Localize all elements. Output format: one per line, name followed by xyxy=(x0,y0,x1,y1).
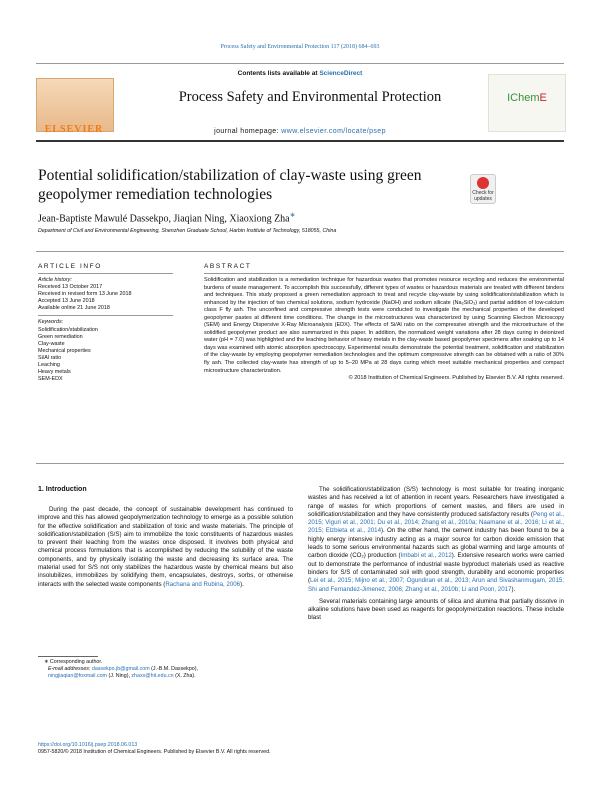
history-item: Available online 21 June 2018 xyxy=(38,305,110,312)
citation-link[interactable]: Lei et al., 2015; Mijno et al., 2007; Ogundiran et al., 2013; Arun and Sivashanmugam, 2015; Shi and Fernandez-Jimenez, 2006; Zhang et al., 2010b; Li and Poon, 2017 xyxy=(308,577,564,593)
keyword: SEM-EDX xyxy=(38,376,63,383)
para-text: ). xyxy=(511,585,516,593)
check-updates-label: Check for updates xyxy=(472,190,494,202)
intro-paragraph xyxy=(38,506,293,589)
corresponding-mark[interactable]: ∗ xyxy=(289,211,296,219)
right-column xyxy=(308,486,564,623)
banner-bottom-rule xyxy=(36,140,564,142)
citation-link[interactable]: Rachana and Rubina, 2006 xyxy=(165,580,241,588)
article-title: Potential solidification/stabilization of clay-waste using green geopolymer remediation technologies xyxy=(38,167,422,203)
top-rule xyxy=(36,63,564,64)
abstract-text: Solidification and stabilization is a remediation technique for hazardous wastes that promotes resource recycling and reduces the environmental burdens of waste management. To accomplish this successfully, different types of wastes or hazardous materials are treated with different binders and techniques. This study proposed a green remediation approach to treat and recycle clay-waste by using solidification/stabilization which is enhanced by the injection of two chemical solutions, sodium hydroxide (NaOH) and sodium silicate (Na₂SiO₃) and partial addition of low-calcium class F fly ash. The unconfined and compressive strength tests were conducted to investigate the mechanical properties of the developed geopolymer pastes at different time conditions. The change in the microstructures was characterized by using Scanning Electron Microscopy (SEM) and Energy Dispersive X-Ray Microanalysis (EDX). The effects of Si/Al ratio on the compressive strength and the microstructure of the solidified geopolymer product are also summarized in this paper. In addition, the normalized weight variations after 28 days curing in deionized water (pH = 7.0) was highlighted and the leaching behavior of heavy metals in the clay-waste based geopolymer specimens after soaking up to 14 days was examined with atomic absorption spectroscopy. Experimental results demonstrate the potential treatment, solidification and stabilization of the clay-waste by employing geopolymer remediation technologies and the optimum compressive strength can be obtained with a ratio of 30% fly ash. The collected clay-waste has strength of up to 5–20 MPa at 28 days curing which meet suitable mechanical properties and compact microstructure characterization. xyxy=(204,277,564,374)
icheme-logo xyxy=(492,92,562,104)
corresponding-author-note: ∗ Corresponding author. xyxy=(44,659,103,665)
history-item: Received 13 October 2017 xyxy=(38,284,103,291)
abstract xyxy=(204,277,564,383)
icheme-logo-a: IChem xyxy=(507,92,540,104)
intro-text: During the past decade, the concept of sustainable development has continued to improve and this has allowed geopolymerization technology to emerge as a possible solution for the effective solidification and stabilization of toxic and waste materials. The principle of solidification/stabilization (S/S) aim to immobilize the toxic constituents of hazardous wastes to prevent their leaching from the wastes once disposed. It involves both physical and chemical process formulations that is accomplished by reducing the solubility of the waste components, and by physically isolating the waste and decreasing its surface area. The material used for S/S not only stabilizes the hazardous waste by chemical means but also insolubilizes, immobilizes by solidifying them, encapsulates, destroys, sorbs, or otherwise interacts with the selected waste components ( xyxy=(38,506,293,588)
body-paragraph: Several materials containing large amounts of silica and alumina that partially dissolve in alkaline solutions have been used as reagents for geopolymerization reactions. These include blast xyxy=(308,597,564,622)
check-for-updates-button[interactable] xyxy=(470,174,496,204)
history-item: Accepted 13 June 2018 xyxy=(38,298,95,305)
article-info-heading: ARTICLE INFO xyxy=(38,263,102,270)
keyword: Leaching xyxy=(38,362,60,369)
citation-link[interactable]: Imbabi et al., 2012 xyxy=(400,552,452,560)
keywords-label: Keywords: xyxy=(38,319,64,326)
para-text: ). On the other hand, the cement industry has been found to be a highly energy intensive industry acting as a major source for carbon dioxide emission that leads to some serious environmental hazards such as global warming and large amounts of carbon dioxide (CO₂) production ( xyxy=(308,527,564,560)
homepage-label: journal homepage: xyxy=(214,128,282,135)
abstract-heading: ABSTRACT xyxy=(204,263,252,270)
keyword: Green remediation xyxy=(38,333,83,340)
elsevier-logo: ELSEVIER xyxy=(44,124,104,135)
contents-prefix: Contents lists available at xyxy=(237,70,320,77)
footnote xyxy=(38,656,293,680)
keyword: Heavy metals xyxy=(38,369,71,376)
email-owner: (J.-B.M. Dassekpo), xyxy=(149,666,198,672)
sciencedirect-link[interactable]: ScienceDirect xyxy=(319,70,363,77)
check-updates-icon xyxy=(477,177,489,189)
keyword: Mechanical properties xyxy=(38,347,91,354)
author-list: Jean-Baptiste Mawulé Dassekpo, Jiaqian Ning, Xiaoxiong Zha xyxy=(38,213,290,225)
footnote-rule xyxy=(38,656,98,657)
keyword: Clay-waste xyxy=(38,340,65,347)
issn-line: 0957-5820/© 2018 Institution of Chemical Engineers. Published by Elsevier B.V. All rights reserved. xyxy=(38,749,271,755)
info-divider xyxy=(38,315,173,316)
email-line xyxy=(38,673,293,680)
homepage-link[interactable]: www.elsevier.com/locate/psep xyxy=(281,128,386,135)
para-text: The solidification/stabilization (S/S) technology is most suitable for treating inorganic wastes and has received a lot of attention in recent years. Researchers have investigated a range of wastes for which proportions of cement wastes, and fillers are used in solidification/stabilization and they have consistently produced satisfactory results ( xyxy=(308,486,564,518)
keyword: Solidification/stabilization xyxy=(38,326,98,333)
bottom-matter xyxy=(38,742,271,756)
affiliation: Department of Civil and Environmental Engineering, Shenzhen Graduate School, Harbin Institute of Technology, 518055, China xyxy=(38,228,337,234)
info-rule xyxy=(38,273,173,274)
doi-link[interactable]: https://doi.org/10.1016/j.psep.2018.06.013 xyxy=(38,742,138,748)
intro-text-end: ). xyxy=(240,580,244,588)
para-text: ). Extensive research works were carried out to demonstrate the performance of industrial waste byproduct materials used as reactive binders for S/S of contaminated soil with good strength, durability and economic properties ( xyxy=(308,552,564,585)
section-heading-introduction: 1. Introduction xyxy=(38,486,87,493)
email-link[interactable]: zhaxx@hit.edu.cn xyxy=(131,673,174,679)
email-owner: (J. Ning), xyxy=(106,673,132,679)
email-link[interactable]: ningjiaqian@foxmail.com xyxy=(48,673,107,679)
email-line xyxy=(38,666,293,673)
abstract-bottom-rule xyxy=(36,463,564,464)
body-paragraph xyxy=(308,486,564,594)
email-label: E-mail addresses: xyxy=(48,666,92,672)
info-top-rule xyxy=(36,251,564,252)
abstract-copyright: © 2018 Institution of Chemical Engineers. Published by Elsevier B.V. All rights reserved. xyxy=(348,375,564,382)
history-label: Article history: xyxy=(38,277,72,283)
history-item: Received in revised form 13 June 2018 xyxy=(38,291,132,298)
journal-title: Process Safety and Environmental Protection xyxy=(178,89,442,105)
keyword: Si/Al ratio xyxy=(38,354,62,361)
abstract-rule xyxy=(204,273,564,274)
authors xyxy=(38,211,296,224)
email-link[interactable]: dassekpo.jb@gmail.com xyxy=(91,666,150,672)
citation-link[interactable]: Peng et al., 2015; Viguri et al., 2001; Du et al., 2014; Zhang et al., 2010a; Naamane et al., 2016; Li et al., 2015; Elzbieta et al., 2014 xyxy=(308,510,565,535)
email-owner: (X. Zha). xyxy=(173,673,196,679)
running-head[interactable]: Process Safety and Environmental Protection 117 (2018) 684–693 xyxy=(220,44,380,50)
article-info xyxy=(38,277,173,383)
left-column xyxy=(38,506,293,589)
icheme-logo-b: E xyxy=(539,92,547,104)
